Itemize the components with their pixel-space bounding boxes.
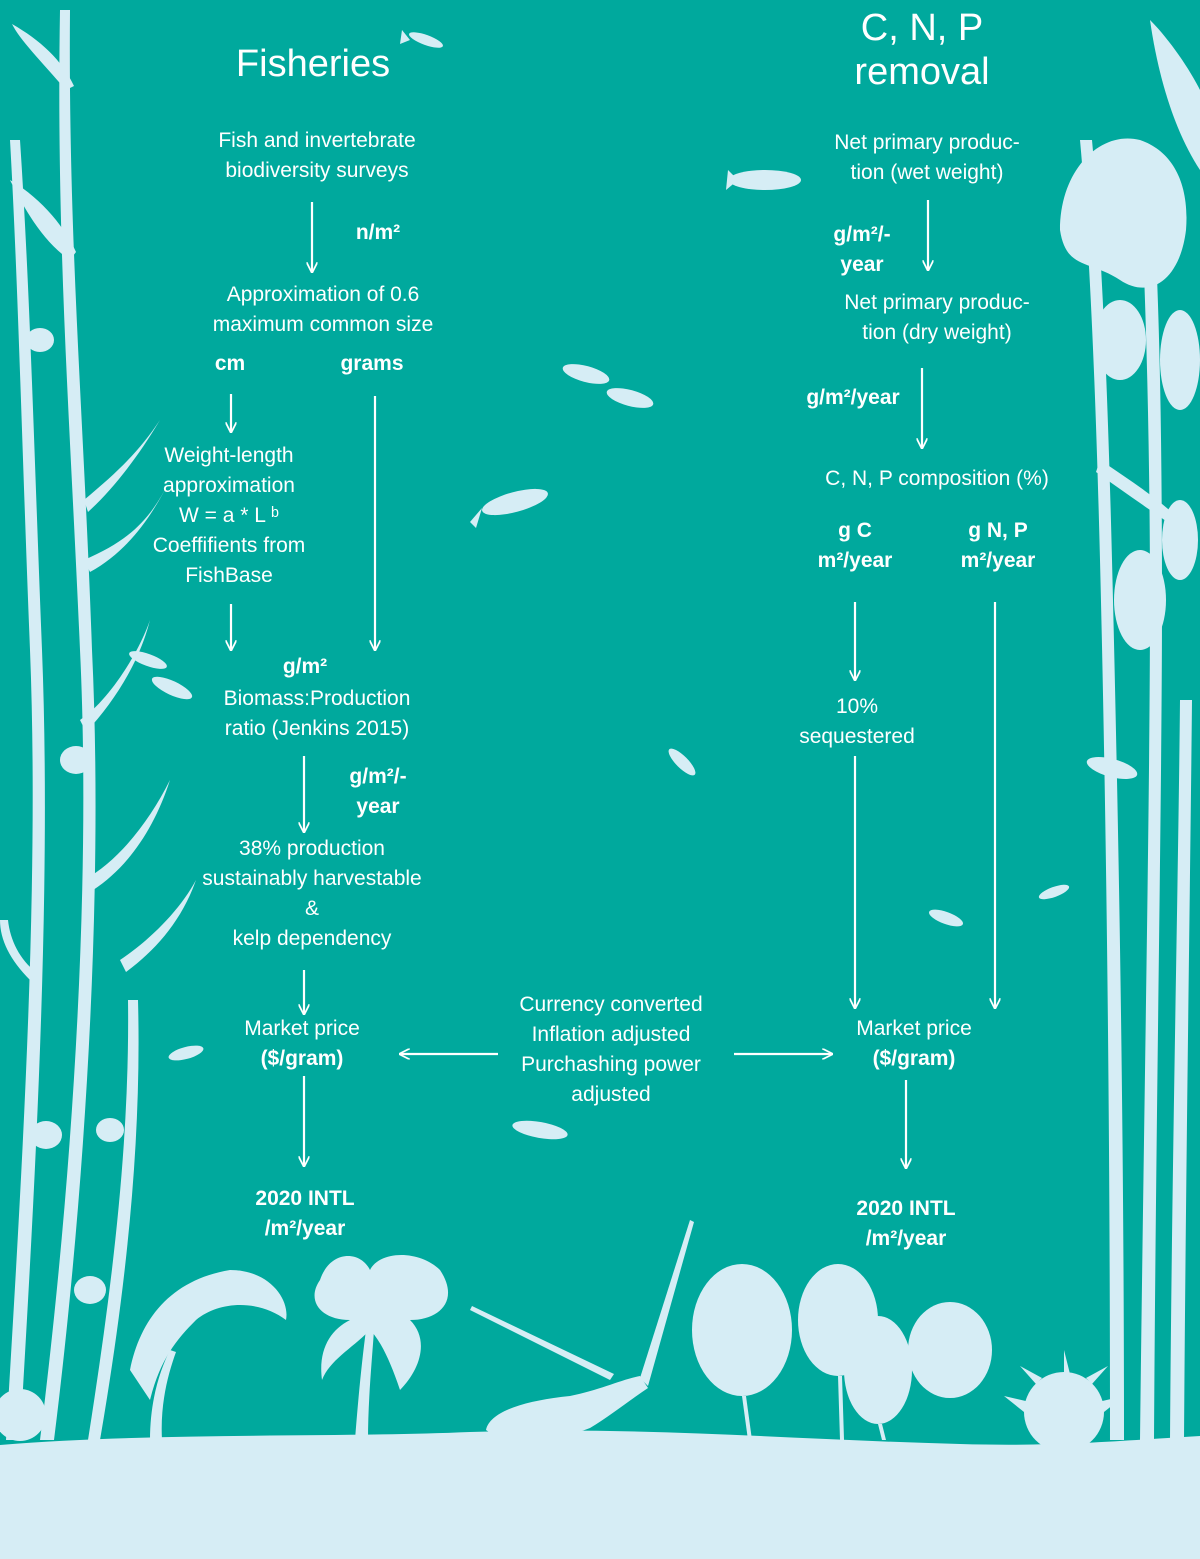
carbon-unit-line-1: g C [838,519,872,542]
adjustments-node [519,990,702,1110]
sequestered-line-2: sequestered [799,725,915,748]
np-unit-line-2: m²/year [960,549,1036,572]
size-line-1: Approximation of 0.6 [226,283,420,306]
size-approximation-node [213,280,434,340]
npp-dry-line-2: tion (dry weight) [862,321,1012,344]
npp-dry-line-1: Net primary produc- [844,291,1030,314]
fisheries-title: Fisheries [235,43,391,85]
surveys-line-1: Fish and invertebrate [218,129,416,152]
fisheries-market-line-1: Market price [244,1017,360,1040]
cnp-market-line-1: Market price [856,1017,972,1040]
fisheries-result-line-2: /m²/year [264,1217,346,1240]
grams-unit-label: grams [340,352,404,375]
cnp-market-price-node [856,1014,972,1074]
dry-unit-label: g/m²/year [806,386,900,409]
cm-unit-label: cm [214,352,246,375]
npp-dry-node [844,288,1030,348]
fisheries-market-line-2: ($/gram) [260,1047,344,1070]
cnp-title-line-1: C, N, P [860,7,984,49]
harvest-line-2: sustainably harvestable [202,867,422,890]
harvest-line-4: kelp dependency [232,927,392,950]
harvest-node [202,834,421,954]
cnp-title [854,6,989,94]
size-line-2: maximum common size [212,313,434,336]
cnp-result-node [856,1194,955,1254]
bp-line-1: Biomass:Production [223,687,411,710]
cnp-result-line-2: /m²/year [865,1227,947,1250]
weight-length-formula: W = a * L ᵇ [179,504,279,527]
weight-length-line-2: approximation [163,474,295,497]
production-unit-label [349,762,406,822]
wet-unit-line-2: year [840,253,884,276]
fisheries-result-line-1: 2020 INTL [255,1187,355,1210]
fisheries-result-node [255,1184,354,1244]
sequestered-node [799,692,915,752]
biomass-unit-label: g/m² [282,655,328,678]
wet-unit-line-1: g/m²/- [833,223,891,246]
surveys-line-2: biodiversity surveys [225,159,409,182]
np-unit-label [961,516,1036,576]
harvest-line-1: 38% production [239,837,385,860]
adjustments-line-4: adjusted [571,1083,651,1106]
production-unit-line-1: g/m²/- [349,765,407,788]
weight-length-line-5: FishBase [185,564,273,587]
npp-wet-line-2: tion (wet weight) [850,161,1004,184]
weight-length-line-4: Coeffifients from [152,534,306,557]
adjustments-line-1: Currency converted [519,993,703,1016]
npp-wet-line-1: Net primary produc- [834,131,1020,154]
wet-unit-label [833,220,890,280]
density-unit-label: n/m² [355,221,401,244]
bp-line-2: ratio (Jenkins 2015) [224,717,410,740]
harvest-line-3: & [304,897,319,920]
cnp-title-line-2: removal [854,51,990,93]
adjustments-line-3: Purchashing power [521,1053,701,1076]
sequestered-line-1: 10% [835,695,879,718]
npp-wet-node [834,128,1020,188]
np-unit-line-1: g N, P [968,519,1028,542]
cnp-result-line-1: 2020 INTL [856,1197,956,1220]
weight-length-line-1: Weight-length [164,444,294,467]
surveys-node [218,126,415,186]
cnp-market-line-2: ($/gram) [872,1047,956,1070]
composition-node: C, N, P composition (%) [825,467,1049,490]
adjustments-line-2: Inflation adjusted [531,1023,691,1046]
carbon-unit-line-2: m²/year [817,549,893,572]
production-unit-line-2: year [356,795,400,818]
carbon-unit-label [818,516,893,576]
weight-length-node [153,441,306,591]
biomass-production-node [224,684,411,744]
fisheries-market-price-node [244,1014,360,1074]
